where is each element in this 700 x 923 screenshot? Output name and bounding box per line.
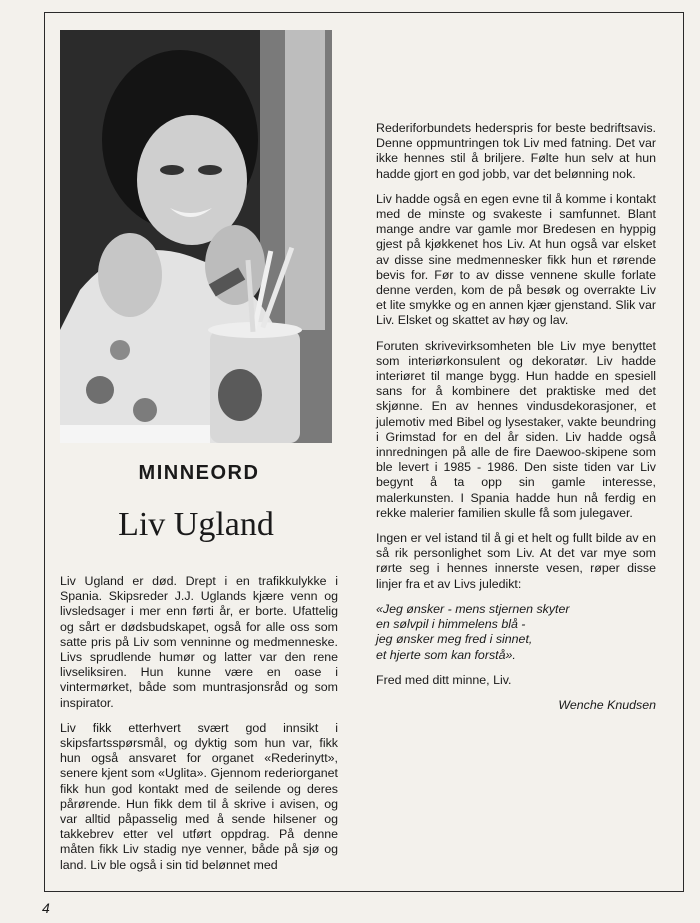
poem-line: jeg ønsker meg fred i sinnet,: [376, 632, 533, 647]
signature: Wenche Knudsen: [558, 697, 656, 712]
poem-line: et hjerte som kan forstå».: [376, 647, 516, 662]
poem-line: «Jeg ønsker - mens stjernen skyter: [376, 601, 570, 616]
closing-line: Fred med ditt minne, Liv.: [376, 672, 512, 687]
section-heading: MINNEORD: [138, 462, 260, 484]
poem: [376, 602, 656, 663]
paragraph: Liv Ugland er død. Drept i en trafikkulykke i Spania. Skipsreder J.J. Uglands kjære venn og livsledsager i mer enn førti år, er borte. Ufattelig og sårt er dødsbudskapet, også for alle oss som satte pris på Liv som venninne og medmenneske. Livs sprudlende humør og latter var den rene livseliksiren. Hun kunne være en oase i vintermørket, både som muntrasjonsråd og som inspirator.: [60, 574, 338, 710]
paragraph: Rederiforbundets hederspris for beste bedriftsavis. Denne oppmuntringen tok Liv med fatning. Det var ikke hennes stil å briljere. Følte hun selv at hun hadde gjort en god jobb, var det belønning nok.: [376, 121, 656, 181]
portrait-photo: [60, 30, 332, 443]
paragraph: Liv fikk etterhvert svært god innsikt i skipsfartsspørsmål, og dyktig som hun var, fikk hun også ansvaret for organet «Rederinytt», senere kjent som «Uglita». Gjennom rederiorganet fikk hun god kontakt med de seilende og deres pårørende. Hun fikk dem til å skrive i avisen, og var alltid påpasselig med å sende hilsener og takkebrev etter vel utført oppdrag. På denne måten fikk Liv stadig nye venner, både på sjø og land. Liv ble også i sin tid belønnet med: [60, 720, 338, 872]
paragraph: Liv hadde også en egen evne til å komme i kontakt med de minste og svakeste i samfunnet. Blant mange andre var gamle mor Bredesen en hyppig gjest på kjøkkenet hos Liv. At hun også var elsket av disse sine medmennesker fikk hun et rørende bevis for. Før to av disse vennene skulle forlate denne verden, kom de på besøk og overrakte Liv et lite smykke og en annen kjær gjenstand. Slik var Liv. Elsket og skattet av høy og lav.: [376, 191, 656, 328]
page-number: 4: [42, 900, 50, 916]
article-title: Liv Ugland: [118, 506, 274, 543]
paragraph: Foruten skrivevirksomheten ble Liv mye benyttet som interiørkonsulent og dekoratør. Liv hadde interiøret til mange bygg. Hun hadde en spesiell sans for å kombinere det praktiske med det skjønne. En av hennes vindusdekorasjoner, et julemotiv med Bibel og lysestaker, vakte beundring i Grimstad for en del år siden. Liv hadde også innredningen på alle de fire Daewoo-skipene som ble levert i 1985 - 1986. Den siste tiden var Liv begynt å ta opp sin gamle interesse, malerkunsten. I Spania hadde hun nå ferdig en rekke malerier familien skulle få som julegaver.: [376, 338, 656, 520]
paragraph: Ingen er vel istand til å gi et helt og fullt bilde av en så rik personlighet som Liv. At det var mye som rørte seg i hennes innerste vesen, røper disse linjer fra et av Livs juledikt:: [376, 531, 656, 591]
left-column: [60, 574, 338, 883]
poem-line: en sølvpil i himmelens blå -: [376, 617, 526, 632]
right-column: [376, 121, 656, 723]
